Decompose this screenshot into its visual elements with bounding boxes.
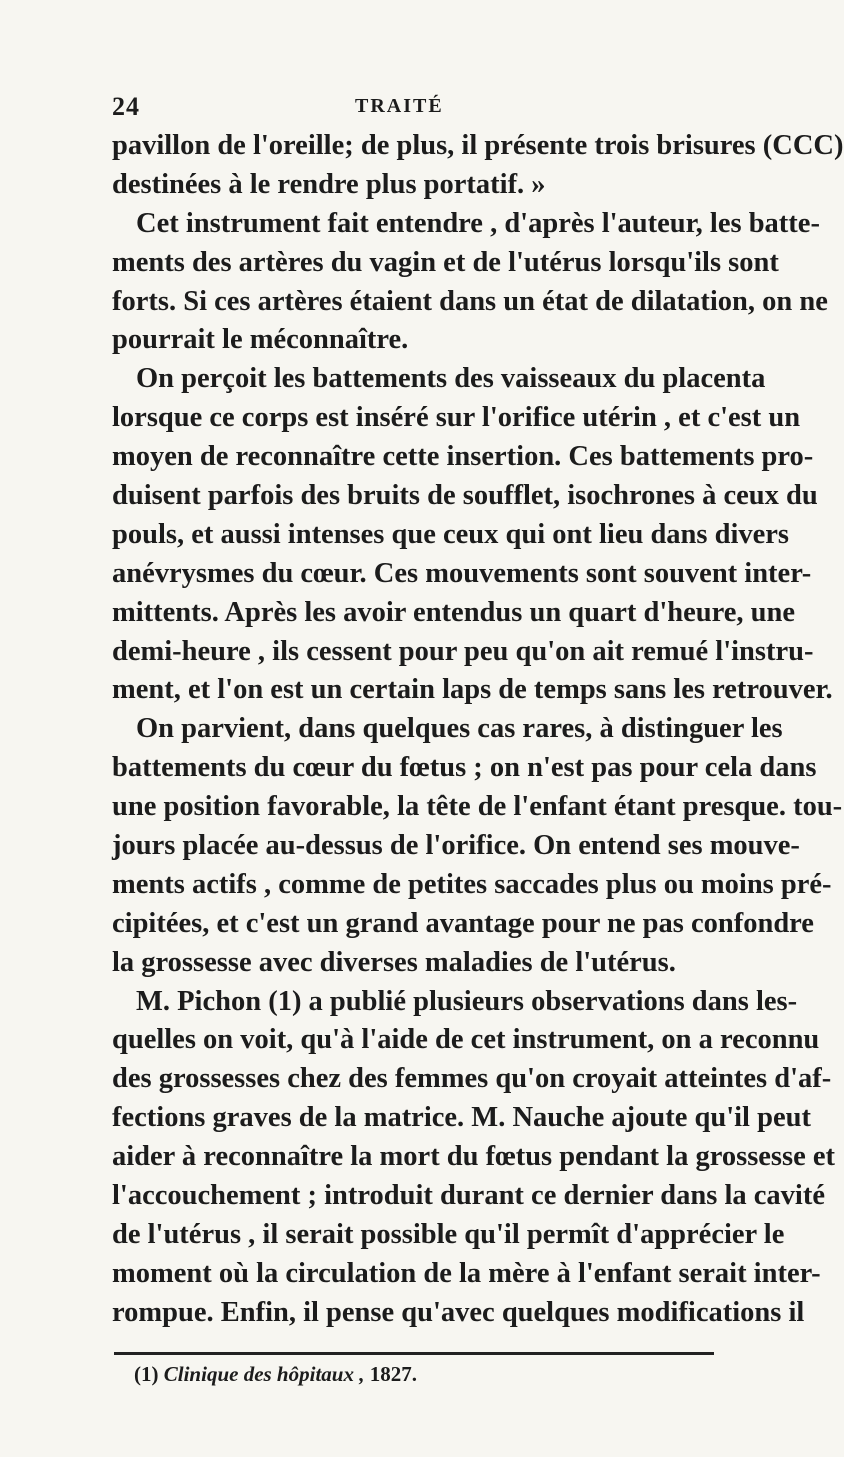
text-line: ments des artères du vagin et de l'utérus lorsqu'ils sont (112, 246, 779, 278)
running-title: TRAITÉ (355, 95, 444, 117)
text-line: On perçoit les battements des vaisseaux du placenta (136, 363, 766, 395)
text-line: destinées à le rendre plus portatif. » (112, 168, 546, 200)
text-line: moyen de reconnaître cette insertion. Ces battements pro- (112, 441, 814, 473)
text-line: pavillon de l'oreille; de plus, il présente trois brisures (CCC) (112, 130, 844, 161)
footnote (134, 1362, 417, 1387)
footnote-marker: (1) (134, 1362, 159, 1386)
text-line: de l'utérus , il serait possible qu'il permît d'apprécier le (112, 1218, 785, 1250)
text-line: Cet instrument fait entendre , d'après l'auteur, les batte- (136, 207, 820, 239)
footnote-source: Clinique des hôpitaux , (163, 1362, 365, 1386)
text-line: rompue. Enfin, il pense qu'avec quelques modifications il (112, 1296, 805, 1328)
footnote-year: 1827. (369, 1362, 417, 1386)
text-line: anévrysmes du cœur. Ces mouvements sont souvent inter- (112, 557, 812, 589)
text-line: jours placée au-dessus de l'orifice. On entend ses mouve- (112, 830, 800, 862)
text-line: battements du cœur du fœtus ; on n'est pas pour cela dans (112, 752, 817, 784)
text-line: mittents. Après les avoir entendus un quart d'heure, une (112, 596, 796, 628)
text-line: l'accouchement ; introduit durant ce dernier dans la cavité (112, 1180, 825, 1212)
text-line: M. Pichon (1) a publié plusieurs observations dans les- (136, 985, 798, 1017)
text-line: ment, et l'on est un certain laps de temps sans les retrouver. (112, 674, 833, 706)
text-line: lorsque ce corps est inséré sur l'orifice utérin , et c'est un (112, 402, 801, 434)
text-line: moment où la circulation de la mère à l'enfant serait inter- (112, 1257, 821, 1289)
text-line: demi-heure , ils cessent pour peu qu'on ait remué l'instru- (112, 635, 814, 667)
text-line: une position favorable, la tête de l'enfant étant presque. tou- (112, 791, 843, 823)
text-line: duisent parfois des bruits de soufflet, isochrones à ceux du (112, 480, 818, 512)
footnote-rule (114, 1352, 714, 1355)
body-text (112, 127, 844, 1333)
text-line: forts. Si ces artères étaient dans un état de dilatation, on ne (112, 285, 828, 317)
text-line: ments actifs , comme de petites saccades plus ou moins pré- (112, 868, 832, 900)
text-line: cipitées, et c'est un grand avantage pour ne pas confondre (112, 907, 814, 939)
text-line: On parvient, dans quelques cas rares, à distinguer les (136, 713, 783, 745)
text-line: fections graves de la matrice. M. Nauche ajoute qu'il peut (112, 1102, 811, 1134)
text-line: quelles on voit, qu'à l'aide de cet instrument, on a reconnu (112, 1024, 820, 1056)
text-line: la grossesse avec diverses maladies de l'utérus. (112, 946, 676, 978)
text-line: aider à reconnaître la mort du fœtus pendant la grossesse et (112, 1141, 836, 1173)
text-line: pouls, et aussi intenses que ceux qui ont lieu dans divers (112, 518, 790, 550)
page-number: 24 (112, 92, 140, 121)
text-line: pourrait le méconnaître. (112, 324, 409, 356)
text-line: des grossesses chez des femmes qu'on croyait atteintes d'af- (112, 1063, 832, 1095)
running-head (112, 92, 712, 124)
